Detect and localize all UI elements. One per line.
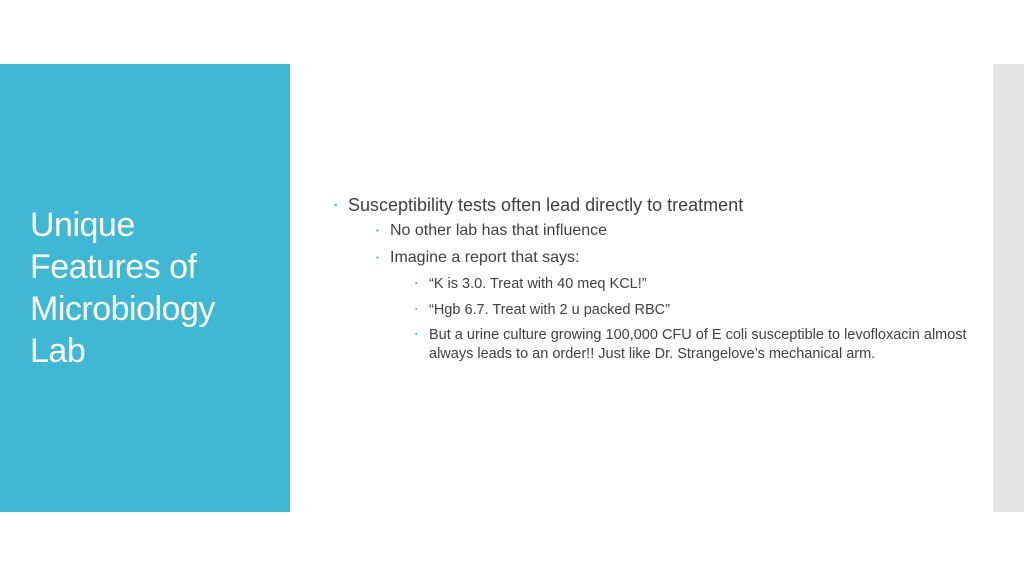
bullet-item-potassium (334, 275, 974, 294)
bullet-icon: ▪ (415, 305, 418, 313)
bullet-icon: ▪ (334, 200, 338, 210)
bullet-list (334, 193, 974, 363)
bullet-item-susceptibility (334, 193, 974, 217)
bullet-text: But a urine culture growing 100,000 CFU of E coli susceptible to levofloxacin almost always leads to an order!! Just like Dr. Strangelove’s mechanical arm. (429, 327, 967, 362)
bullet-text: “K is 3.0. Treat with 40 meq KCL!” (429, 276, 647, 292)
bullet-text: No other lab has that influence (390, 222, 608, 239)
bullet-text: “Hgb 6.7. Treat with 2 u packed RBC” (429, 301, 670, 318)
bullet-item-influence (334, 221, 974, 241)
bullet-icon: ▪ (376, 253, 379, 262)
bullet-text: Imagine a report that says: (390, 249, 580, 266)
bullet-icon: ▪ (415, 331, 418, 338)
bullet-item-imagine (334, 248, 974, 268)
bullet-item-urine-culture (334, 326, 974, 363)
content-area (334, 193, 974, 363)
bullet-icon: ▪ (415, 280, 418, 287)
side-strip (993, 64, 1024, 512)
bullet-item-hemoglobin (334, 301, 974, 320)
bullet-icon: ▪ (376, 226, 379, 235)
bullet-text: Susceptibility tests often lead directly to treatment (348, 195, 744, 215)
slide-title: Unique Features of Microbiology Lab (30, 206, 215, 370)
